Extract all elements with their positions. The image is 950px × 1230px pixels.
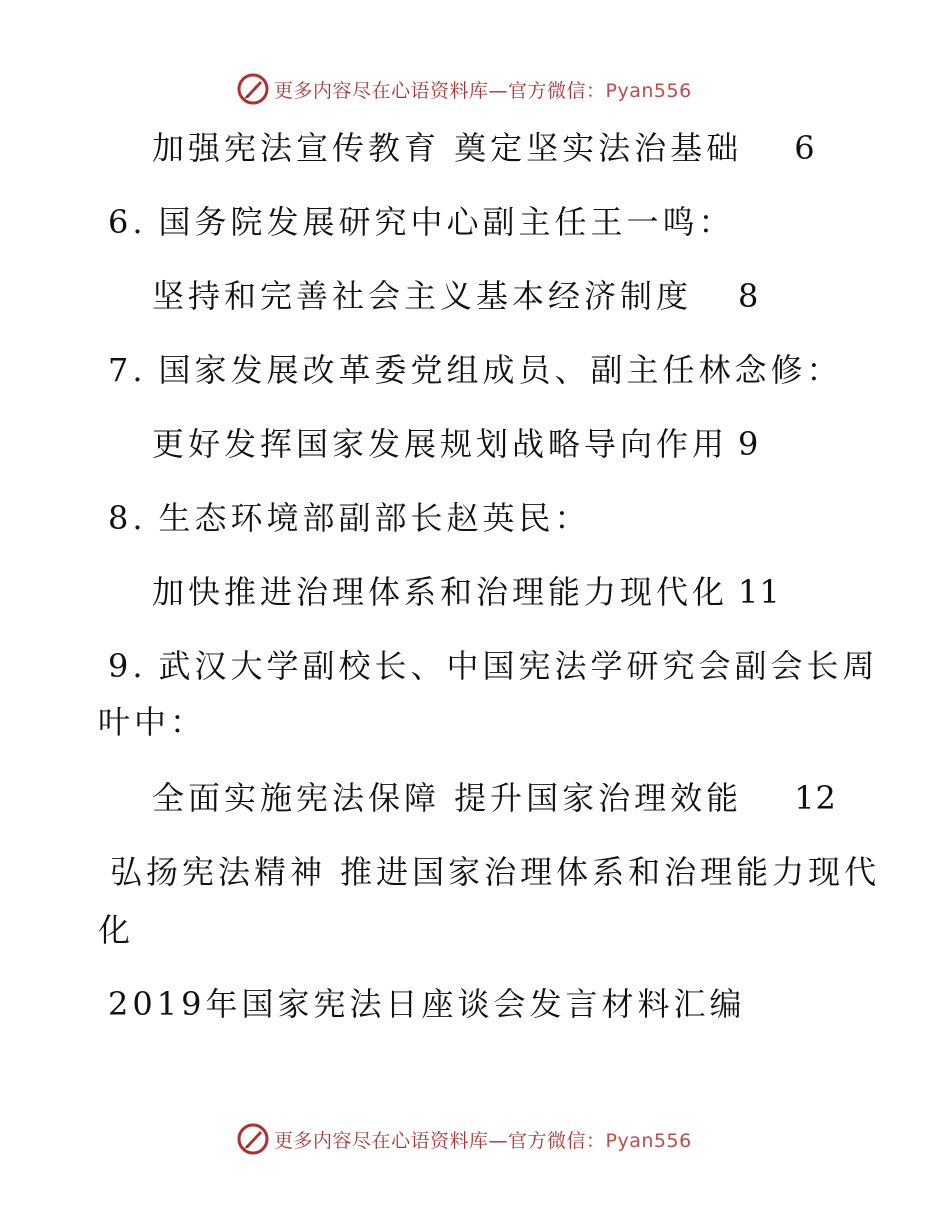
- watermark-top: [236, 72, 692, 106]
- toc-line: 加快推进治理体系和治理能力现代化 11: [152, 573, 781, 611]
- toc-line: 更好发挥国家发展规划战略导向作用 9: [152, 425, 760, 463]
- toc-line: 7. 国家发展改革委党组成员、副主任林念修：: [108, 351, 843, 389]
- toc-line: 2019年国家宪法日座谈会发言材料汇编: [108, 985, 746, 1023]
- toc-line: 加强宪法宣传教育 奠定坚实法治基础 6: [152, 129, 816, 167]
- toc-line: 8. 生态环境部副部长赵英民：: [108, 499, 591, 537]
- toc-line: 化: [98, 911, 135, 949]
- watermark-text: 更多内容尽在心语资料库—官方微信：Pyan556: [274, 1129, 692, 1152]
- toc-line: 弘扬宪法精神 推进国家治理体系和治理能力现代: [110, 853, 881, 891]
- toc-line: 6. 国务院发展研究中心副主任王一鸣：: [108, 203, 735, 241]
- quill-logo-icon: [236, 72, 270, 106]
- watermark-bottom: [236, 1122, 692, 1156]
- toc-line: 坚持和完善社会主义基本经济制度 8: [152, 277, 760, 315]
- toc-line: 9. 武汉大学副校长、中国宪法学研究会副会长周: [108, 647, 879, 685]
- watermark-text: 更多内容尽在心语资料库—官方微信：Pyan556: [274, 79, 692, 102]
- toc-line: 叶中：: [98, 703, 207, 741]
- quill-logo-icon: [236, 1122, 270, 1156]
- toc-line: 全面实施宪法保障 提升国家治理效能 12: [152, 779, 837, 817]
